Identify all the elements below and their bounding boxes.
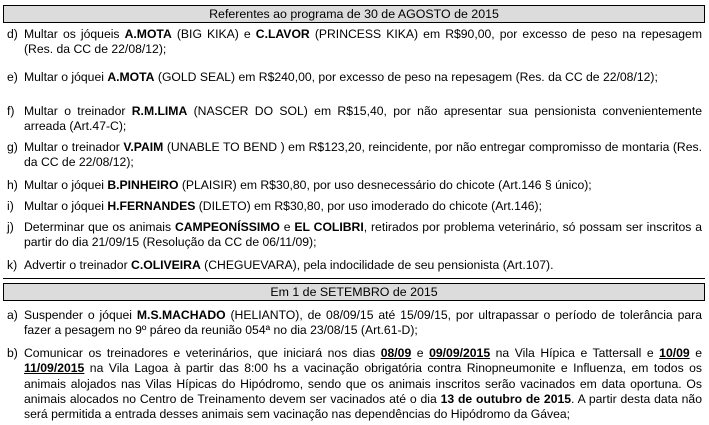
item-label: j): [7, 220, 14, 234]
item-text: [24, 308, 702, 339]
text-run: (CHEGUEVARA), pela indocilidade de seu pensionista (Art.107).: [200, 258, 554, 272]
bold-name: CAMPEONÍSSIMO: [174, 220, 280, 234]
bold-name: 13 de outubro de 2015: [440, 391, 572, 406]
text-run: e: [279, 220, 295, 234]
text-run: (PLAISIR) em R$30,80, por uso desnecessário do chicote (Art.146 § único);: [178, 178, 592, 192]
bold-name: A.MOTA: [107, 70, 155, 84]
item-e: [7, 70, 702, 85]
emphasis-text: 10/09: [659, 346, 690, 360]
item-label: d): [7, 27, 18, 41]
item-label: g): [7, 140, 18, 154]
item-a: [7, 308, 702, 339]
text-run: e: [689, 346, 702, 360]
item-label: i): [7, 199, 14, 213]
item-text: [24, 70, 702, 85]
item-h: [7, 178, 702, 193]
text-run: Multar o treinador: [24, 140, 124, 154]
section-header-agosto: Referentes ao programa de 30 de AGOSTO de 2015: [3, 5, 705, 23]
bold-name: [429, 346, 490, 360]
text-run: Multar o treinador: [24, 104, 132, 118]
emphasis-text: 11/09/2015: [24, 361, 85, 376]
item-j: [7, 220, 702, 251]
item-i: [7, 199, 702, 214]
bold-name: M.S.MACHADO: [136, 308, 226, 322]
text-run: (HELIANTO), de 08/09/15 até 15/09/15, por ultrapassar o período de tolerância para fazer a pesagem no 9º páreo da reunião 054ª no dia 23/08/15 (Art.61-D);: [24, 308, 702, 338]
text-run: Determinar que os animais: [24, 220, 175, 234]
bold-name: C.LAVOR: [255, 27, 310, 41]
item-g: [7, 140, 702, 171]
bold-name: [659, 346, 690, 360]
item-label: b): [7, 346, 18, 360]
text-run: (BIG KIKA) e: [171, 27, 256, 41]
text-run: (DILETO) em R$30,80, por uso imoderado do chicote (Art.146);: [195, 199, 542, 213]
bold-name: B.PINHEIRO: [107, 178, 179, 192]
text-run: Advertir o treinador: [24, 258, 132, 272]
text-run: Multar os jóqueis: [24, 27, 125, 41]
item-label: e): [7, 70, 18, 84]
text-run: (NASCER DO SOL) em R$15,40, por não apresentar sua pensionista convenientemente arreada (Art.47-C);: [24, 104, 703, 134]
item-label: f): [7, 104, 15, 118]
text-run: Suspender o jóquei: [24, 308, 137, 322]
emphasis-text: 08/09: [380, 346, 412, 360]
text-run: (PRINCESS KIKA) em R$90,00, por excesso de peso na repesagem (Res. da CC de 22/08/12);: [24, 27, 702, 57]
item-text: [24, 199, 702, 214]
text-run: Multar o jóquei: [24, 70, 108, 84]
text-run: na Vila Lagoa à partir das 8:00 hs a vacinação obrigatória contra Rinopneumonite e Influenza, em todos os animais alojados nas Vilas Hípicas do Hipódromo, sendo que os animais inscritos serão vacinados em data oportuna. Os animais alocados no Centro de Treinamento devem ser vacinados até o dia: [24, 361, 702, 406]
text-run: e: [411, 346, 430, 360]
bold-name: A.MOTA: [124, 27, 172, 41]
text-run: Comunicar os treinadores e veterinários, que iniciará nos dias: [24, 346, 381, 360]
text-run: . A partir desta data não será permitida a entrada desses animais sem vacinação nas dependências do Hipódromo da Gávea;: [24, 391, 702, 422]
item-text: [24, 346, 702, 422]
bold-name: H.FERNANDES: [107, 199, 196, 213]
text-run: na Vila Hípica e Tattersall e: [490, 346, 660, 360]
item-b: [7, 346, 702, 422]
bold-name: [381, 346, 412, 360]
emphasis-text: 09/09/2015: [429, 346, 491, 360]
text-run: (GOLD SEAL) em R$240,00, por excesso de peso na repesagem (Res. da CC de 22/08/12);: [154, 70, 658, 84]
item-label: k): [7, 258, 18, 272]
item-text: [24, 140, 702, 171]
item-f: [7, 104, 702, 135]
text-run: (UNABLE TO BEND ) em R$123,20, reincidente, por não entregar compromisso de montaria (Res. da CC de 22/08/12);: [24, 140, 702, 170]
bold-name: [24, 361, 84, 375]
bold-name: V.PAIM: [123, 140, 164, 154]
bold-name: R.M.LIMA: [131, 104, 188, 118]
item-text: [24, 220, 702, 251]
item-label: h): [7, 178, 18, 192]
item-text: [24, 27, 702, 58]
item-text: [24, 104, 702, 135]
item-d: [7, 27, 702, 58]
bold-name: EL COLIBRI: [294, 220, 364, 234]
item-text: [24, 258, 702, 273]
text-run: , retirados por problema veterinário, só possam ser inscritos a partir do dia 21/09/15 (Resolução da CC de 06/11/09);: [24, 220, 702, 250]
item-k: [7, 258, 702, 273]
divider: [3, 278, 705, 279]
section-header-setembro: Em 1 de SETEMBRO de 2015: [3, 283, 705, 301]
text-run: Multar o jóquei: [24, 178, 108, 192]
item-label: a): [7, 308, 18, 322]
bold-name: C.OLIVEIRA: [131, 258, 201, 272]
text-run: Multar o jóquei: [24, 199, 108, 213]
item-text: [24, 178, 702, 193]
